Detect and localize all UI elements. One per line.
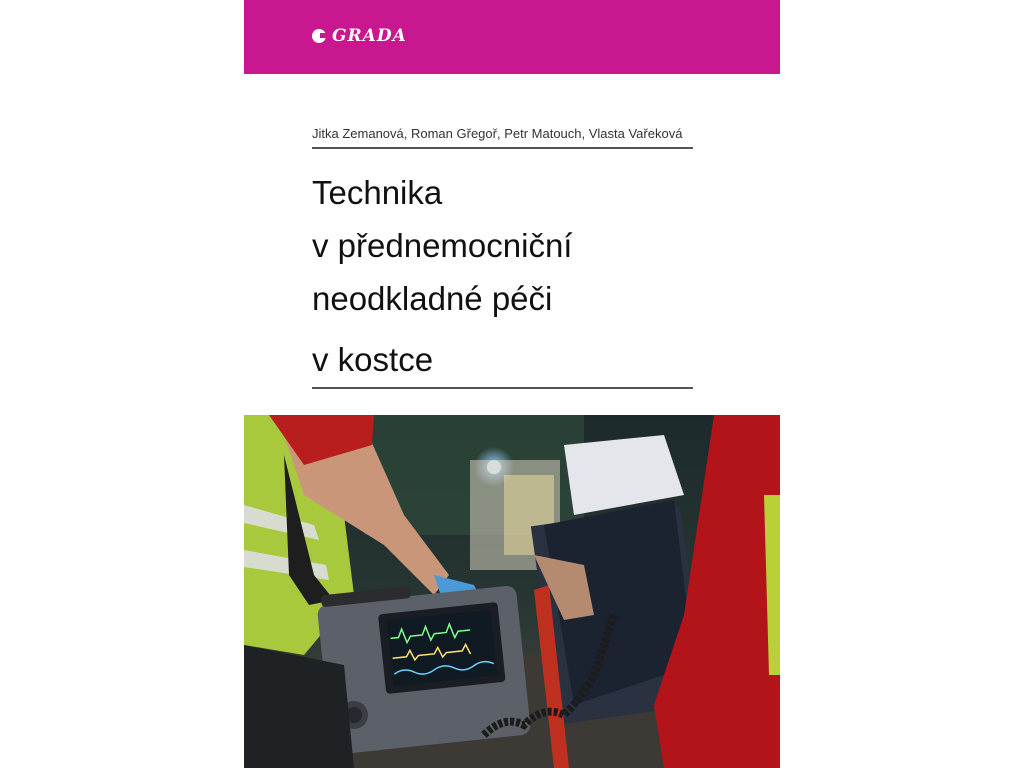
title-divider	[312, 387, 693, 389]
publisher-band	[244, 0, 780, 74]
book-cover[interactable]	[244, 0, 780, 768]
authors-line: Jitka Zemanová, Roman Gřegoř, Petr Matouch, Vlasta Vařeková	[312, 126, 683, 141]
publisher-logo-text: GRADA	[332, 26, 407, 46]
authors-divider	[312, 147, 693, 149]
cover-photo	[244, 415, 780, 768]
publisher-logo	[312, 24, 407, 48]
book-title: Technika v přednemocniční neodkladné péči	[312, 174, 573, 317]
grada-logo-icon	[312, 29, 326, 43]
book-subtitle: v kostce	[312, 341, 434, 378]
